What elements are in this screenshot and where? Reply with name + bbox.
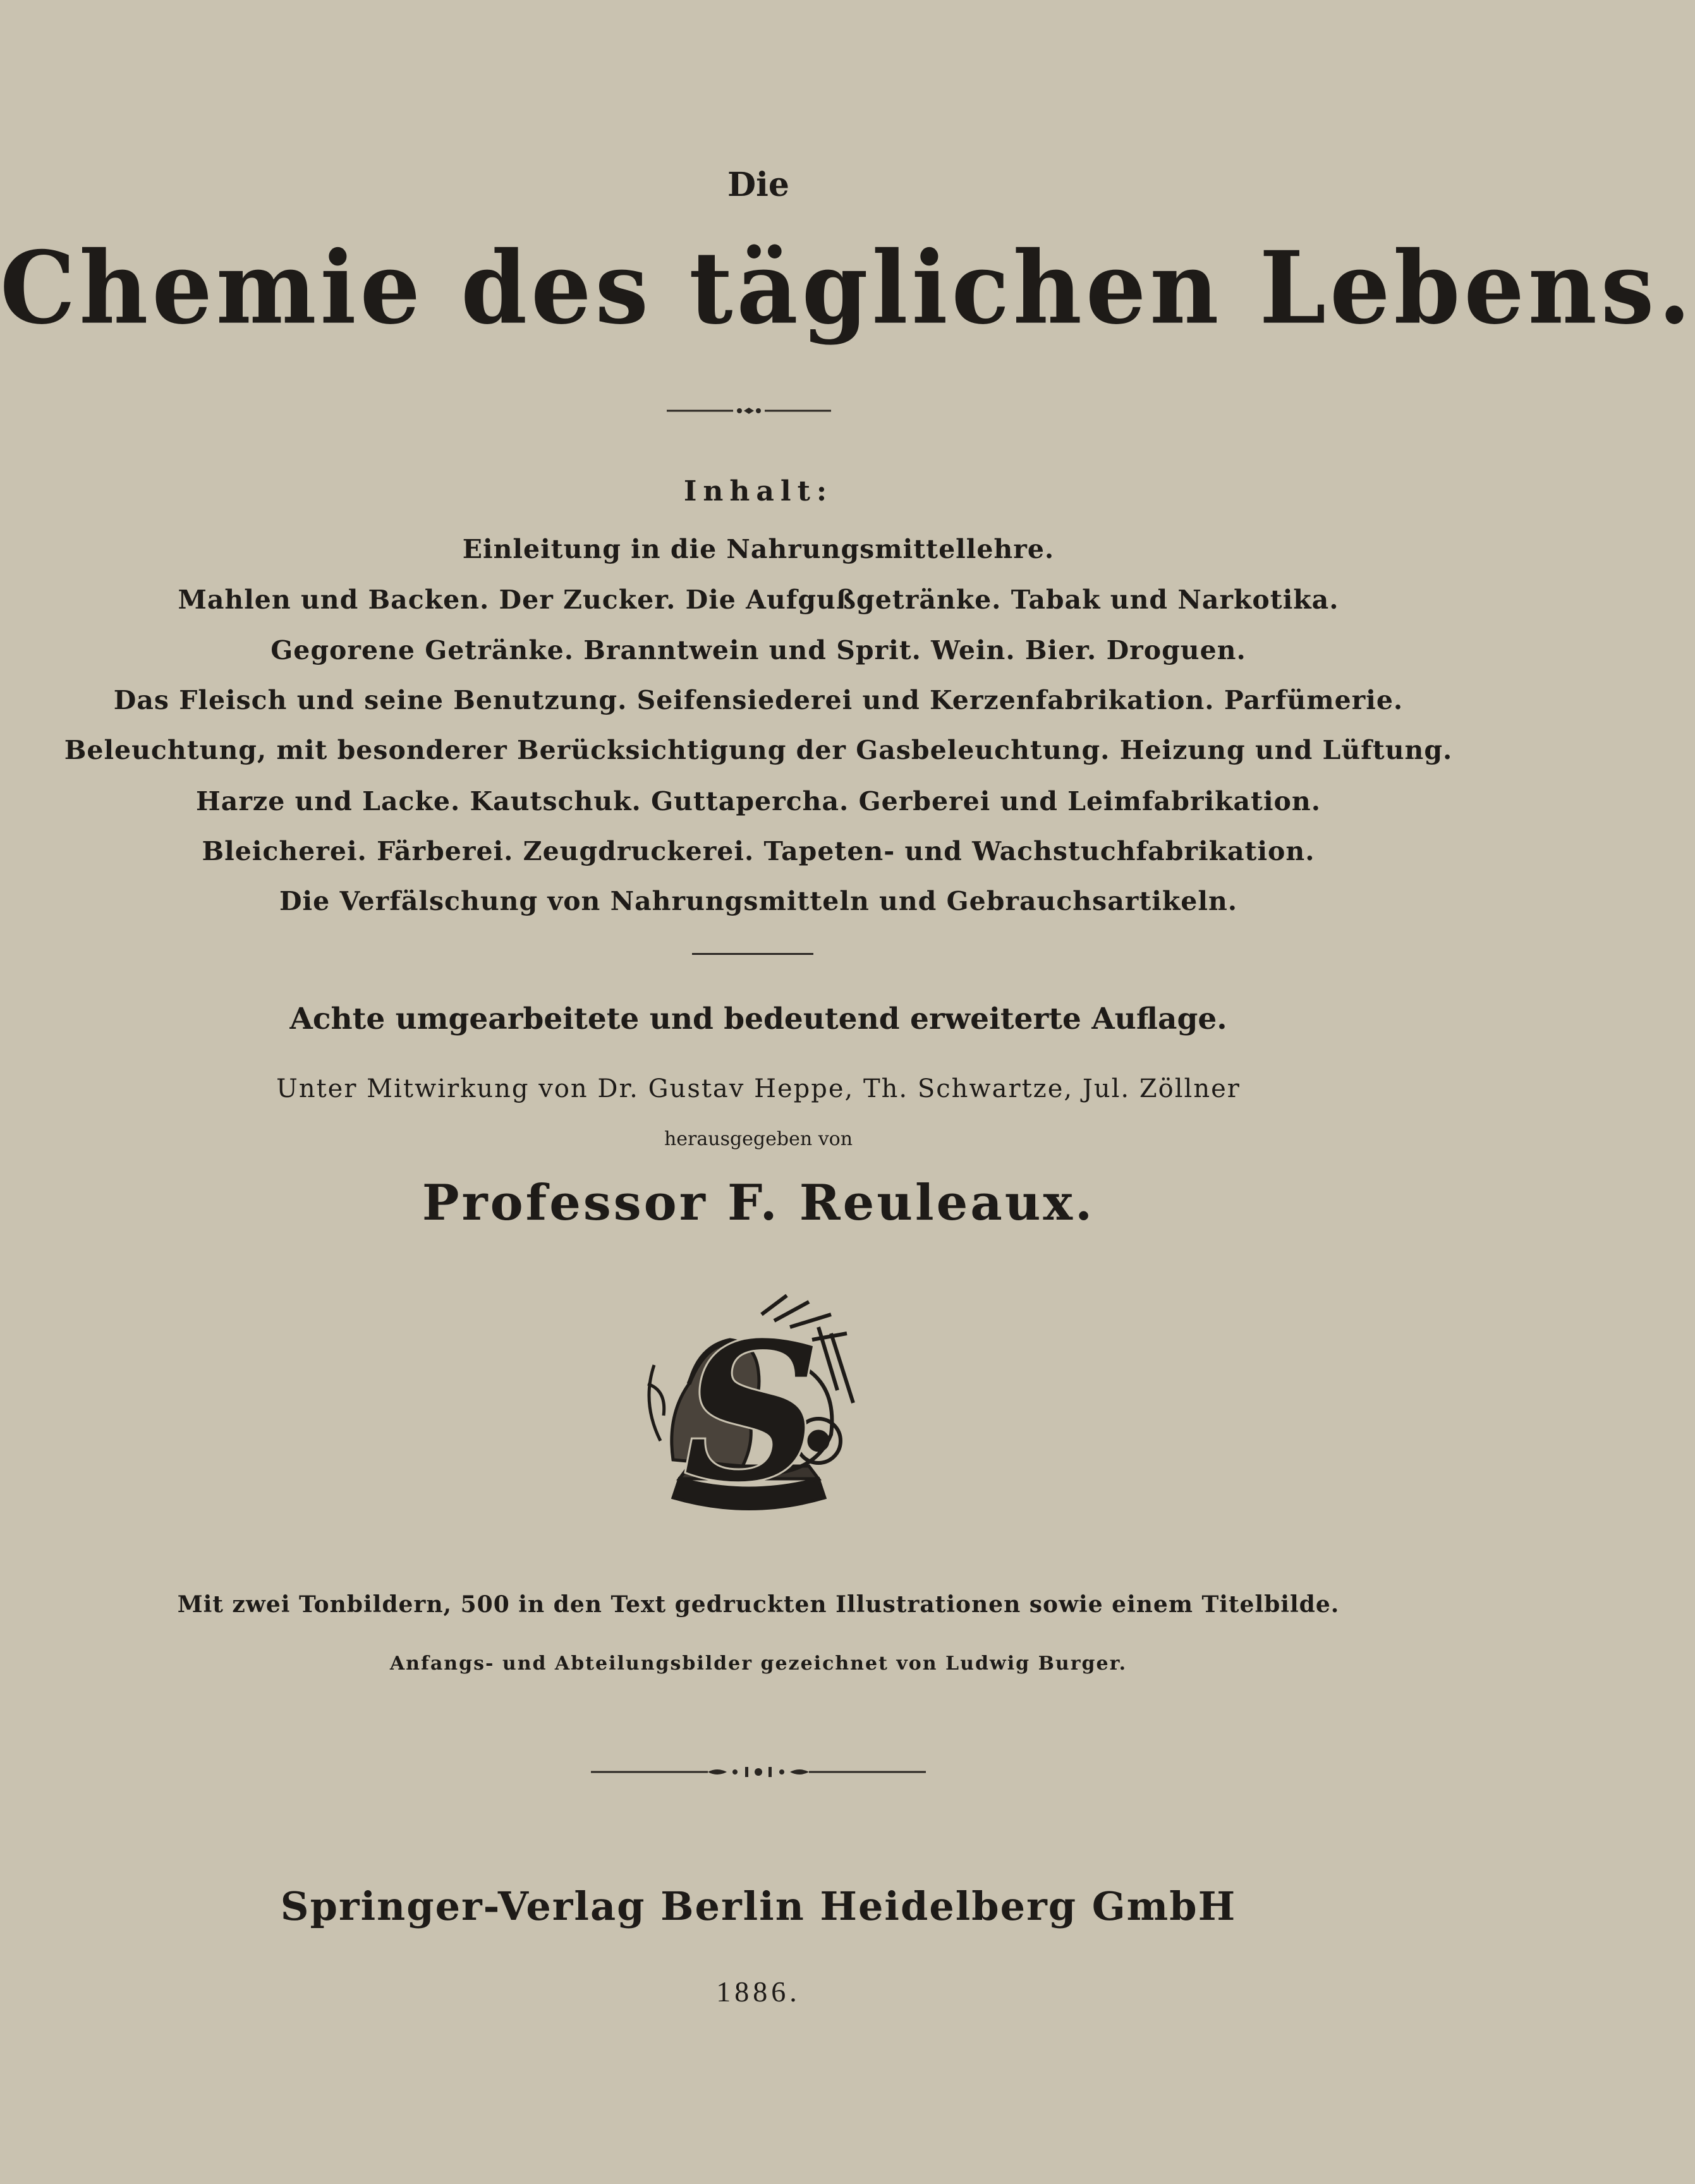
edition-statement: Achte umgearbeitete und bedeutend erweiterte Auflage. [289, 1002, 1227, 1036]
drawn-by-note: Anfangs- und Abteilungsbilder gezeichnet von Ludwig Burger. [389, 1653, 1127, 1675]
edited-by-label: herausgegeben von [664, 1128, 853, 1150]
editor-name: Professor F. Reuleaux. [422, 1174, 1095, 1232]
ornament-divider-top [667, 404, 831, 417]
title-article: Die [727, 166, 789, 204]
contents-line: Gegorene Getränke. Branntwein und Sprit. Wein. Bier. Droguen. [270, 635, 1246, 665]
publisher-name: Springer-Verlag Berlin Heidelberg GmbH [280, 1883, 1237, 1929]
printer-mark-emblem-icon [629, 1289, 869, 1523]
contributors-line: Unter Mitwirkung von Dr. Gustav Heppe, Th. Schwartze, Jul. Zöllner [276, 1074, 1241, 1103]
contents-line: Beleuchtung, mit besonderer Berücksichtigung der Gasbeleuchtung. Heizung und Lüftung. [64, 735, 1453, 765]
emblem-monogram: S [683, 1301, 821, 1524]
contents-line: Bleicherei. Färberei. Zeugdruckerei. Tapeten- und Wachstuchfabrikation. [202, 836, 1315, 866]
contents-line: Die Verfälschung von Nahrungsmitteln und Gebrauchsartikeln. [279, 886, 1238, 916]
contents-line: Das Fleisch und seine Benutzung. Seifensiederei und Kerzenfabrikation. Parfümerie. [113, 685, 1404, 715]
publication-year: 1886. [716, 1975, 801, 2008]
contents-line: Mahlen und Backen. Der Zucker. Die Aufgußgetränke. Tabak und Narkotika. [178, 585, 1339, 615]
contents-line: Einleitung in die Nahrungsmittellehre. [462, 534, 1055, 564]
book-title: Chemie des täglichen Lebens. [0, 229, 1695, 347]
illustrations-note: Mit zwei Tonbildern, 500 in den Text gedruckten Illustrationen sowie einem Titelbilde. [177, 1591, 1340, 1618]
contents-heading: Inhalt: [683, 475, 834, 507]
ornament-divider-bottom [591, 1764, 926, 1780]
divider-rule [692, 953, 813, 955]
contents-line: Harze und Lacke. Kautschuk. Guttapercha. Gerberei und Leimfabrikation. [196, 786, 1321, 816]
